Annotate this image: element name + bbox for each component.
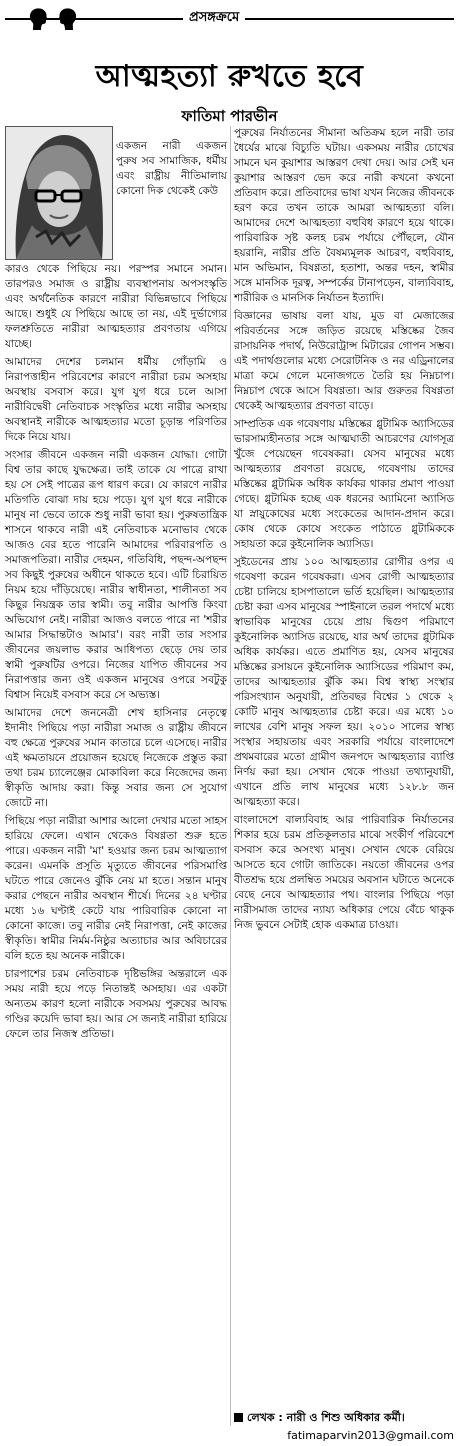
article-paragraph: পিছিয়ে পড়া নারীরা আশার আলো দেখার মতো সাহস হারিয়ে ফেলে। এখান থেকেও বিষণ্ণতা শুরু হতে পারে। একজন নারী 'মা' হওয়ার জন্য চরম আত্মত্যাগ করেন। এমনকি প্রসূতি মৃত্যুতে জীবনের পরিসমাপ্তি ঘটতে পারে জেনেও ঝুঁকি নেয় মা হতে। সন্তান মানুষ করার পেছনে নারীর অবস্থান শীর্ষে। দিনের ২৪ ঘণ্টার মধ্যে ১৬ ঘণ্টাই কেটে যায় পারিবারিক কোনো না কোনো কাজে। তবু নারীর নেই নিরাপত্তা, নেই কাজের স্বীকৃতি। স্বামীর নির্মম-নিষ্ঠুর অত্যাচার আর অবিচারের বলি হতে হয় অনেক নারীকে। [5, 815, 227, 962]
section-header [5, 6, 454, 32]
author-byline: ফাতিমা পারভীন [181, 107, 278, 125]
article-intro: একজন নারী একজন পুরুষ সব সামাজিক, ধর্মীয় এবং রাষ্ট্রীয় নীতিমালায় কোনো দিক থেকেই কেউ [116, 139, 227, 197]
article-title: আত্মহত্যা রুখতে হবে [95, 59, 364, 94]
article-paragraph: আমাদের দেশে জননেত্রী শেখ হাসিনার নেতৃত্বে ইদানীং পিছিয়ে পড়া নারীরা সমাজ ও রাষ্ট্রীয় জীবনে বহু ক্ষেত্রে পুরুষের সমান কাতারে চলে এসেছে। নারীর এই ক্ষমতায়নে প্রয়োজন হয়েছে নিজেকে প্রস্তুত করা তথা চরম চ্যালেঞ্জের মোকাবিলা করে নিজেদের জন্য স্বীকৃতি আদায় করা। কিন্তু সবার জন্য সে সুযোগ জোটে না। [5, 707, 227, 809]
column-divider [230, 126, 231, 1426]
article-paragraph: সংসার জীবনে একজন নারী একজন যোদ্ধা। গোটা বিশ্ব তার কাছে যুদ্ধক্ষেত্র। তাই তাকে যে পাত্রে রাখা হয় সে সেই পাত্রের রূপ ধারণ করে। যে কারণে নারীর মতিগতি বোঝা দায় হয়ে পড়ে। যুগ যুগ ধরে নারীকে মানুষ না ভেবে তাকে শুধু নারী ভাবা হয়। পুরুষতান্ত্রিক শাসনে থাকবে নারী এই নেতিবাচক মনোভাব থেকে আজও বের হতে পারেনি আমাদের পরিবারপতি ও সমাজপতিরা। নারীর দেহমন, গতিবিধি, পছন্দ-অপছন্দ সব কিছুই পুরুষের অধীনে থাকতে হবে। এটি চিরায়িত নিয়ম হয়ে দাঁড়িয়েছে। নারীর স্বাধীনতা, শালীনতা সব কিছুর নিয়ন্ত্রক তার স্বামী। তবু নারীর আপত্তি কিংবা অভিযোগ নেই। নারীরা আজও বলতে পারে না 'শরীর আমার সিদ্ধান্তটাও আমার'। বরং নারী তার সংসার জীবনের জয়লাভ করার আধিপত্য ছেড়ে দেয় তার স্বামী পুরুষটির ওপরে। নিজের যাপিত জীবনের সব নিরাপত্তার জন্য ওই একজন মানুষের ওপরে সবটুকু বিশ্বাস নিয়েই বসবাস করে সে অভ্যস্ত। [5, 449, 227, 701]
author-photo [5, 126, 113, 260]
article-paragraph: সাম্প্রতিক এক গবেষণায় মস্তিষ্কের গ্লুটামিক অ্যাসিডের ভারসাম্যহীনতার সঙ্গে আত্মঘাতী আচরণের যোগসূত্র খুঁজে পেয়েছেন গবেষকরা। যেসব মানুষের মধ্যে আত্মহত্যার প্রবণতা রয়েছে, গবেষণায় তাদের মস্তিষ্কের গ্লুটামিক অধিক কার্যকর থাকার প্রমাণ পাওয়া গেছে। গ্লুটামিক হচ্ছে এক ধরনের অ্যামিনো অ্যাসিড যা স্নায়ুকোষের মধ্যে সংকেতের আদান-প্রদান করে। কোষ থেকে কোষে সংকেত পাঠাতে গ্লুটামিককে সহায়তা করে কুইনোলিক অ্যাসিড। [234, 418, 454, 550]
article-left-column [5, 262, 227, 1045]
writer-note [234, 1410, 454, 1426]
author-portrait-image [6, 127, 112, 259]
writer-label: লেখক : নারী ও শিশু অধিকার কর্মী। [247, 1411, 405, 1424]
article-right-column [234, 126, 454, 936]
square-bullet-icon [234, 1413, 243, 1422]
article-paragraph: বিজ্ঞানের ভাষায় বলা যায়, মুড বা মেজাজের পরিবর্তনের সঙ্গে জড়িত রয়েছে মস্তিষ্কের জৈব রাসায়নিক পদার্থ, নিউরোট্রান্স মিটারের গোপন সম্ভব। এই পদার্থগুলোর মধ্যে সেরোটনিক ও নর এড্রিনালের মাত্রা কমে গেলে মনোজগতে তৈরি হয় নিম্নচাপ। নিম্নচাপ থেকে আসে বিষণ্ণতা। আর গুরুতর বিষণ্ণতা থেকেই আত্মহত্যার প্রবণতা বাড়ে। [234, 310, 454, 412]
article-paragraph: সুইডেনের প্রায় ১০০ আত্মহত্যার রোগীর ওপর এ গবেষণা করেন গবেষকরা। এসব রোগী আত্মহত্যার চেষ্টা চালিয়ে হাসপাতালে ভর্তি হয়েছিল। আত্মহত্যার চেষ্টা করা এসব মানুষের স্পাইনালে তরল পদার্থে মধ্যে স্বাভাবিক মানুষের চেয়ে প্রায় দ্বিগুণ পরিমাণে কুইনোলিক অ্যাসিড রয়েছে, যার অর্থ তাদের গ্লুটামিক অধিক কার্যকর। এতে প্রমাণিত হয়, যেসব মানুষের মস্তিষ্কের রসায়নে কুইনোলিক অ্যাসিডের পরিমাণ কম, তাদের আত্মহত্যার ঝুঁকি কম। বিশ্ব স্বাস্থ্য সংস্থার পরিসংখ্যান অনুযায়ী, প্রতিবছর বিশ্বের ১ থেকে ২ কোটি মানুষ আত্মহত্যার চেষ্টা করে। এর মধ্যে ১০ লাখের বেশি মানুষ সফল হয়। ২০১০ সালের স্বাস্থ্য সংস্থার সহায়তায় এবং সরকারি পর্যায়ে বাংলাদেশে প্রথমবারের মতো গ্রামীণ জনপদে আত্মহত্যার ব্যাপ্তি নির্ণয় করা হয়। সেখান থেকে পাওয়া তথ্যানুযায়ী, এখানে প্রতি লাখ মানুষের মধ্যে ১২৮.৮ জন আত্মহত্যা করে। [234, 556, 454, 808]
article-paragraph: আমাদের দেশের চলমান ধর্মীয় গোঁড়ামি ও নিরাপত্তাহীন পরিবেশের কারণে নারীরা চরম অসহায় অবস্থায় বসবাস করে। যুগ যুগ ধরে চলে আসা নারীবিদ্বেষী নেতিবাচক সংস্কৃতির মধ্যে নারীর অসহায় অবস্থানই নারীকে আত্মহত্যার মতো চূড়ান্ত পরিণতির দিকে নিয়ে যায়। [5, 356, 227, 443]
section-label: প্রসঙ্গক্রমে [183, 8, 245, 28]
silhouette-head-icon [55, 6, 81, 32]
author-email: fatimaparvin2013@gmail.com [287, 1429, 454, 1442]
article-paragraph: চারপাশের চরম নেতিবাচক দৃষ্টিভঙ্গির অন্তরালে এক সময় নারী হয়ে পড়ে নিতান্তই অসহায়। এর একটা অন্যতম কারণ হলো নারীকে সবসময় পুরুষের আবদ্ধ গণ্ডির কয়েদি ভাবা হয়। আর সে জন্যই নারীরা হারিয়ে ফেলে তার নিজস্ব প্রতিভা। [5, 968, 227, 1040]
article-paragraph: কারও থেকে পিছিয়ে নয়। পরস্পর সমানে সমান। তারপরও সমাজ ও রাষ্ট্রীয় ব্যবস্থাপনায় অপসংস্কৃতি এবং অর্থনৈতিক কারণে নারীরা বিভিন্নভাবে পিছিয়ে আছে। শুধুই যে পিছিয়ে আছে তা নয়, এই দুর্ভাগ্যের ফলশ্রুতিতে নারীরা আত্মহত্যার প্রবণতায় এগিয়ে যাচ্ছে। [5, 263, 227, 350]
article-paragraph: পুরুষের নির্যাতনের সীমানা অতিক্রম হলে নারী তার ধৈর্যের মাঝে বিচ্যুতি ঘটায়। একসময় নারীর চোখের সামনে ঘন কুয়াশার আস্তরণ দেখা দেয়। আর সেই ঘন কুয়াশার আস্তরণ ভেদ করে নারী কখনো কখনো প্রতিবাদ করে। প্রতিবাদের ভাষা যখন নিজের জীবনকে হরণ করে তখন তাকে আমরা আত্মহত্যা বলি। আমাদের দেশে আত্মহত্যা বহুবিধ কারণে হয়ে থাকে। পারিবারিক সৃষ্ট কলহ চরম পর্যায়ে পৌঁছলে, যৌন হয়রানি, নারীর প্রতি বৈষম্যমূলক আচরণ, বহুবিবাহ, মান অভিমান, বিষণ্ণতা, হতাশা, অন্তর দহন, স্বামীর সঙ্গে মানসিক দূরত্ব, সম্পর্কের টানাপড়েন, বাল্যবিবাহ, শারীরিক ও মানসিক নির্যাতন ইত্যাদি। [234, 127, 454, 304]
silhouette-head-icon [25, 6, 51, 32]
article-paragraph: বাংলাদেশে বাল্যবিবাহ আর পারিবারিক নির্যাতনের শিকার হয়ে চরম প্রতিকূলতার মাঝে সংকীর্ণ পরিবেশে বসবাস করে অসংখ্য মানুষ। সেখান থেকে বেরিয়ে আসতে হবে গোটা জাতিকে। নয়তো জীবনের ওপর বীতশ্রদ্ধ হয়ে প্রলম্বিত সময়ের অবসান ঘটাতে অনেকে বেছে নেবে আত্মহত্যার পথ। বাংলার পিছিয়ে পড়া নারীসমাজ তাদের ন্যায্য অধিকার পেয়ে বেঁচে থাকুক নিজ ভুবনে সেটাই হোক একমাত্র চাওয়া। [234, 814, 454, 931]
